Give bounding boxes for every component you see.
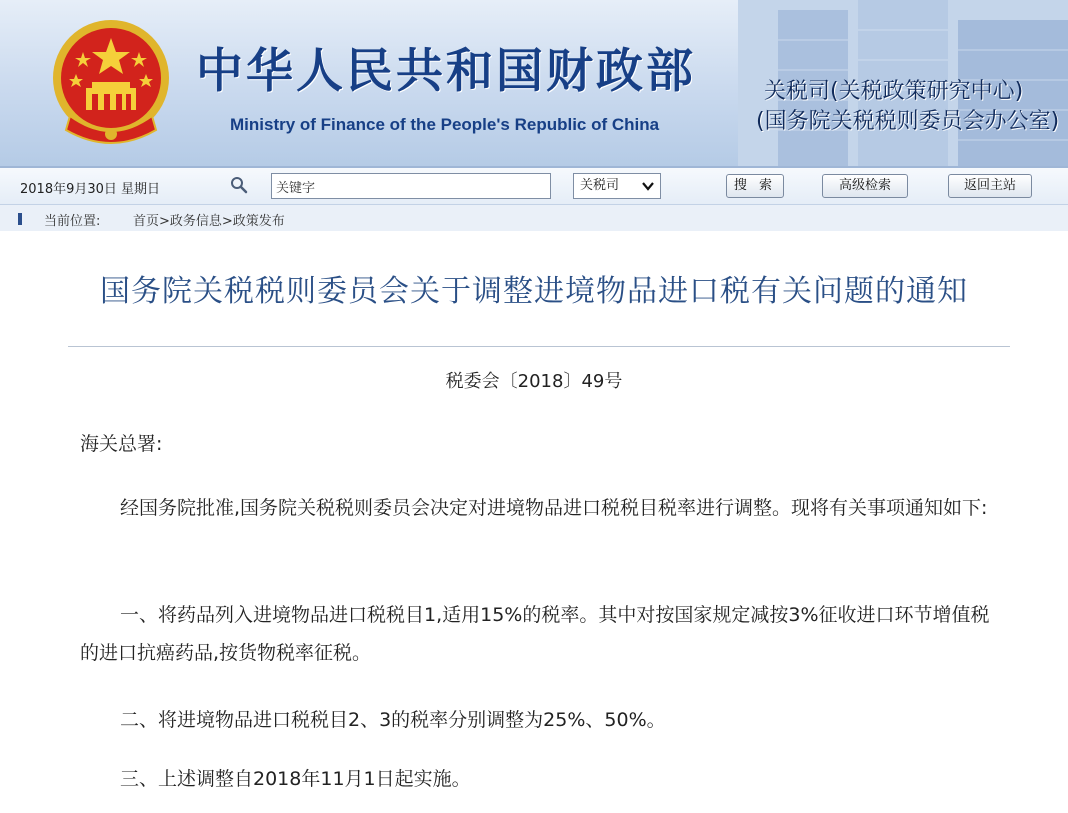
national-emblem-icon <box>50 16 172 150</box>
article-salutation: 海关总署: <box>80 433 163 455</box>
search-toolbar <box>0 168 1068 205</box>
article-intro-paragraph: 经国务院批准,国务院关税税则委员会决定对进境物品进口税税目税率进行调整。现将有关事项通知如下: <box>120 497 988 519</box>
document-number: 税委会〔2018〕49号 <box>445 371 623 392</box>
article-title: 国务院关税税则委员会关于调整进境物品进口税有关问题的通知 <box>100 274 968 309</box>
breadcrumb-label: 当前位置: <box>44 214 101 229</box>
title-divider <box>68 346 1010 347</box>
breadcrumb <box>0 205 1068 231</box>
keyword-search-input[interactable] <box>271 173 551 199</box>
chevron-down-icon <box>640 178 656 194</box>
department-select[interactable] <box>573 173 661 199</box>
article-item-2: 二、将进境物品进口税税目2、3的税率分别调整为25%、50%。 <box>120 709 666 731</box>
department-name: 关税司(关税政策研究中心) <box>764 79 1024 104</box>
site-banner <box>0 0 1068 168</box>
department-office: (国务院关税税则委员会办公室) <box>756 109 1060 134</box>
article-item-3: 三、上述调整自2018年11月1日起实施。 <box>120 768 471 790</box>
search-button[interactable]: 搜 索 <box>726 174 784 198</box>
site-title-cn: 中华人民共和国财政部 <box>196 44 696 99</box>
breadcrumb-path[interactable]: 首页>政务信息>政策发布 <box>133 214 285 229</box>
article-item-1: 一、将药品列入进境物品进口税税目1,适用15%的税率。其中对按国家规定减按3%征收进口环节增值税的进口抗癌药品,按货物税率征税。 <box>80 604 990 664</box>
return-home-button[interactable]: 返回主站 <box>948 174 1032 198</box>
search-icon <box>230 176 248 194</box>
breadcrumb-marker-icon <box>18 213 22 225</box>
department-select-value: 关税司 <box>580 178 620 193</box>
advanced-search-button[interactable]: 高级检索 <box>822 174 908 198</box>
site-title-en: Ministry of Finance of the People's Republic of China <box>230 115 660 134</box>
current-date: 2018年9月30日 星期日 <box>20 182 161 197</box>
